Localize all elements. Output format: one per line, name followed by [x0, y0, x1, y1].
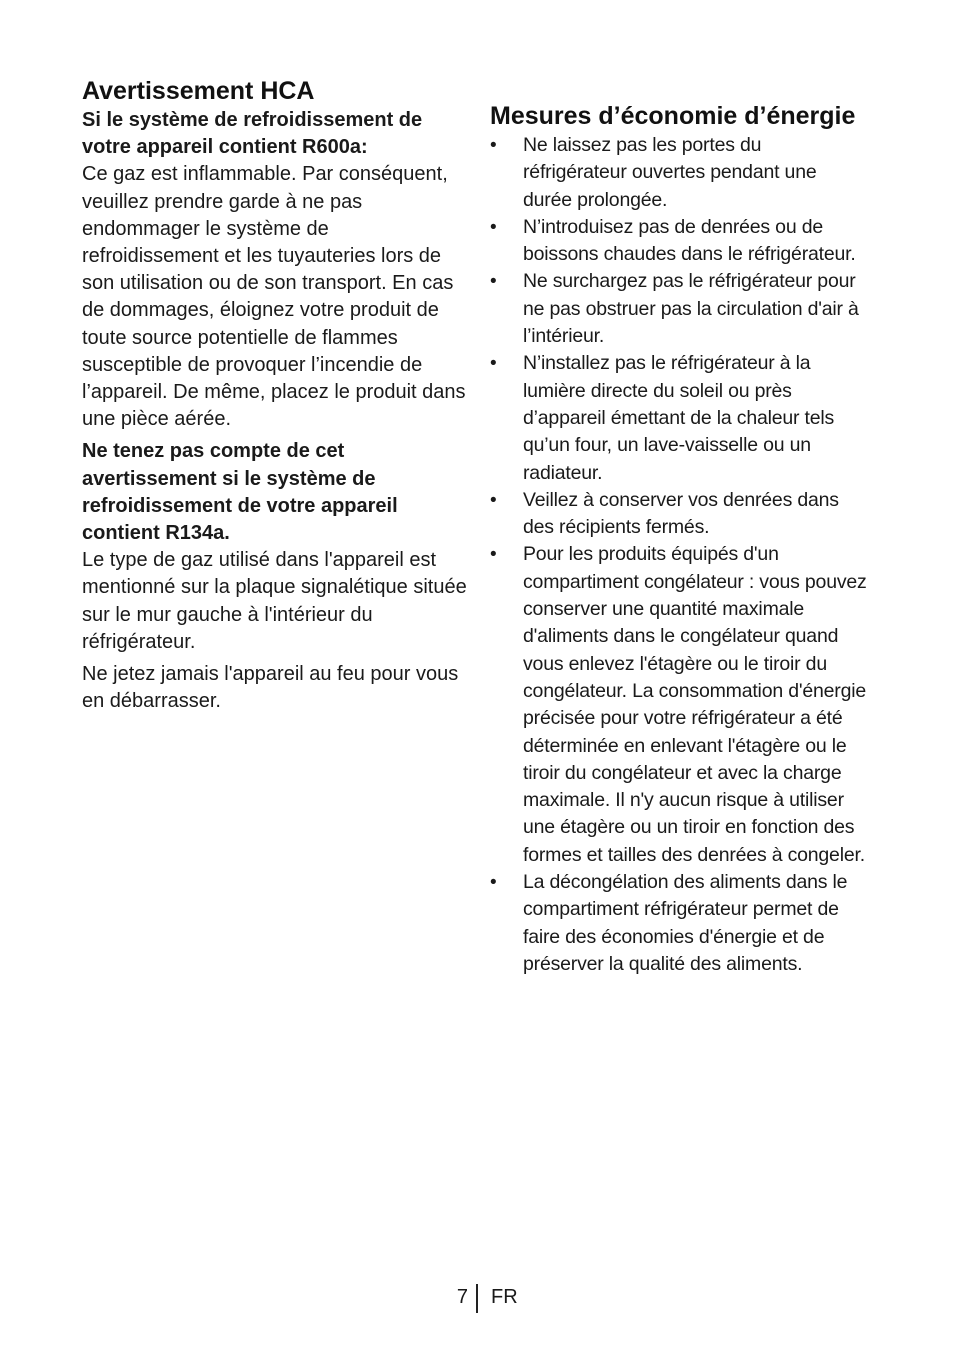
page-number: 7 [456, 1286, 468, 1308]
flammable-gas-paragraph: Ce gaz est inflammable. Par conséquent, veuillez prendre garde à ne pas endommager le système de refroidissement et les tuyauteries lors de son utilisation ou de son transport. En cas de dommages, éloignez votre produit de toute source potentielle de flammes susceptible de provoquer l’incendie de l’appareil. De même, placez le produit dans une pièce aérée. [82, 163, 466, 431]
bullet-icon: • [490, 544, 497, 566]
bullet-icon: • [490, 872, 497, 894]
bullet-icon: • [490, 489, 497, 511]
right-column [490, 103, 870, 978]
list-item: • N’installez pas le réfrigérateur à la lumière directe du soleil ou près d’appareil émettant de la chaleur tels qu’un four, un lave-vaisselle ou un radiateur. [490, 352, 835, 484]
gas-type-paragraph: Le type de gaz utilisé dans l'appareil est mentionné sur la plaque signalétique située sur le mur gauche à l'intérieur du réfrigérateur. [82, 549, 467, 653]
r134a-notice: Ne tenez pas compte de cet avertissement si le système de refroidissement de votre appareil contient R134a. [82, 440, 398, 545]
r600a-notice: Si le système de refroidissement de votre appareil contient R600a: [82, 109, 423, 159]
energy-tips-list [490, 132, 870, 978]
list-item: • Ne laissez pas les portes du réfrigérateur ouvertes pendant une durée prolongée. [490, 134, 817, 211]
bullet-icon: • [490, 135, 497, 156]
list-item: • Ne surchargez pas le réfrigérateur pour ne pas obstruer pas la circulation d'air à l’intérieur. [490, 270, 859, 348]
list-item: • La décongélation des aliments dans le compartiment réfrigérateur permet de faire des économies d'énergie et de préserver la qualité des aliments. [490, 871, 848, 975]
disposal-paragraph: Ne jetez jamais l'appareil au feu pour vous en débarrasser. [82, 663, 459, 713]
list-item: • Pour les produits équipés d'un compartiment congélateur : vous pouvez conserver une quantité maximale d'aliments dans le congélateur quand vous enlevez l'étagère ou le tiroir du congélateur. La consommation d'énergie précisée pour votre réfrigérateur a été déterminée en enlevant l'étagère ou le tiroir du congélateur et avec la charge maximale. Il n'y aucun risque à utiliser une étagère ou un tiroir en fonction des formes et tailles des denrées à congeler. [490, 543, 867, 866]
footer-divider [476, 1284, 478, 1313]
page-footer [0, 1284, 954, 1314]
section-heading-hca-warning: Avertissement HCA [82, 77, 315, 105]
bullet-icon: • [490, 353, 497, 375]
language-code: FR [491, 1286, 518, 1308]
section-heading-energy-saving: Mesures d’économie d’énergie [490, 102, 856, 130]
left-column [82, 76, 467, 715]
bullet-icon: • [490, 216, 497, 238]
list-item: • Veillez à conserver vos denrées dans des récipients fermés. [490, 488, 839, 539]
bullet-icon: • [490, 271, 497, 293]
list-item: • N’introduisez pas de denrées ou de boissons chaudes dans le réfrigérateur. [490, 215, 856, 266]
